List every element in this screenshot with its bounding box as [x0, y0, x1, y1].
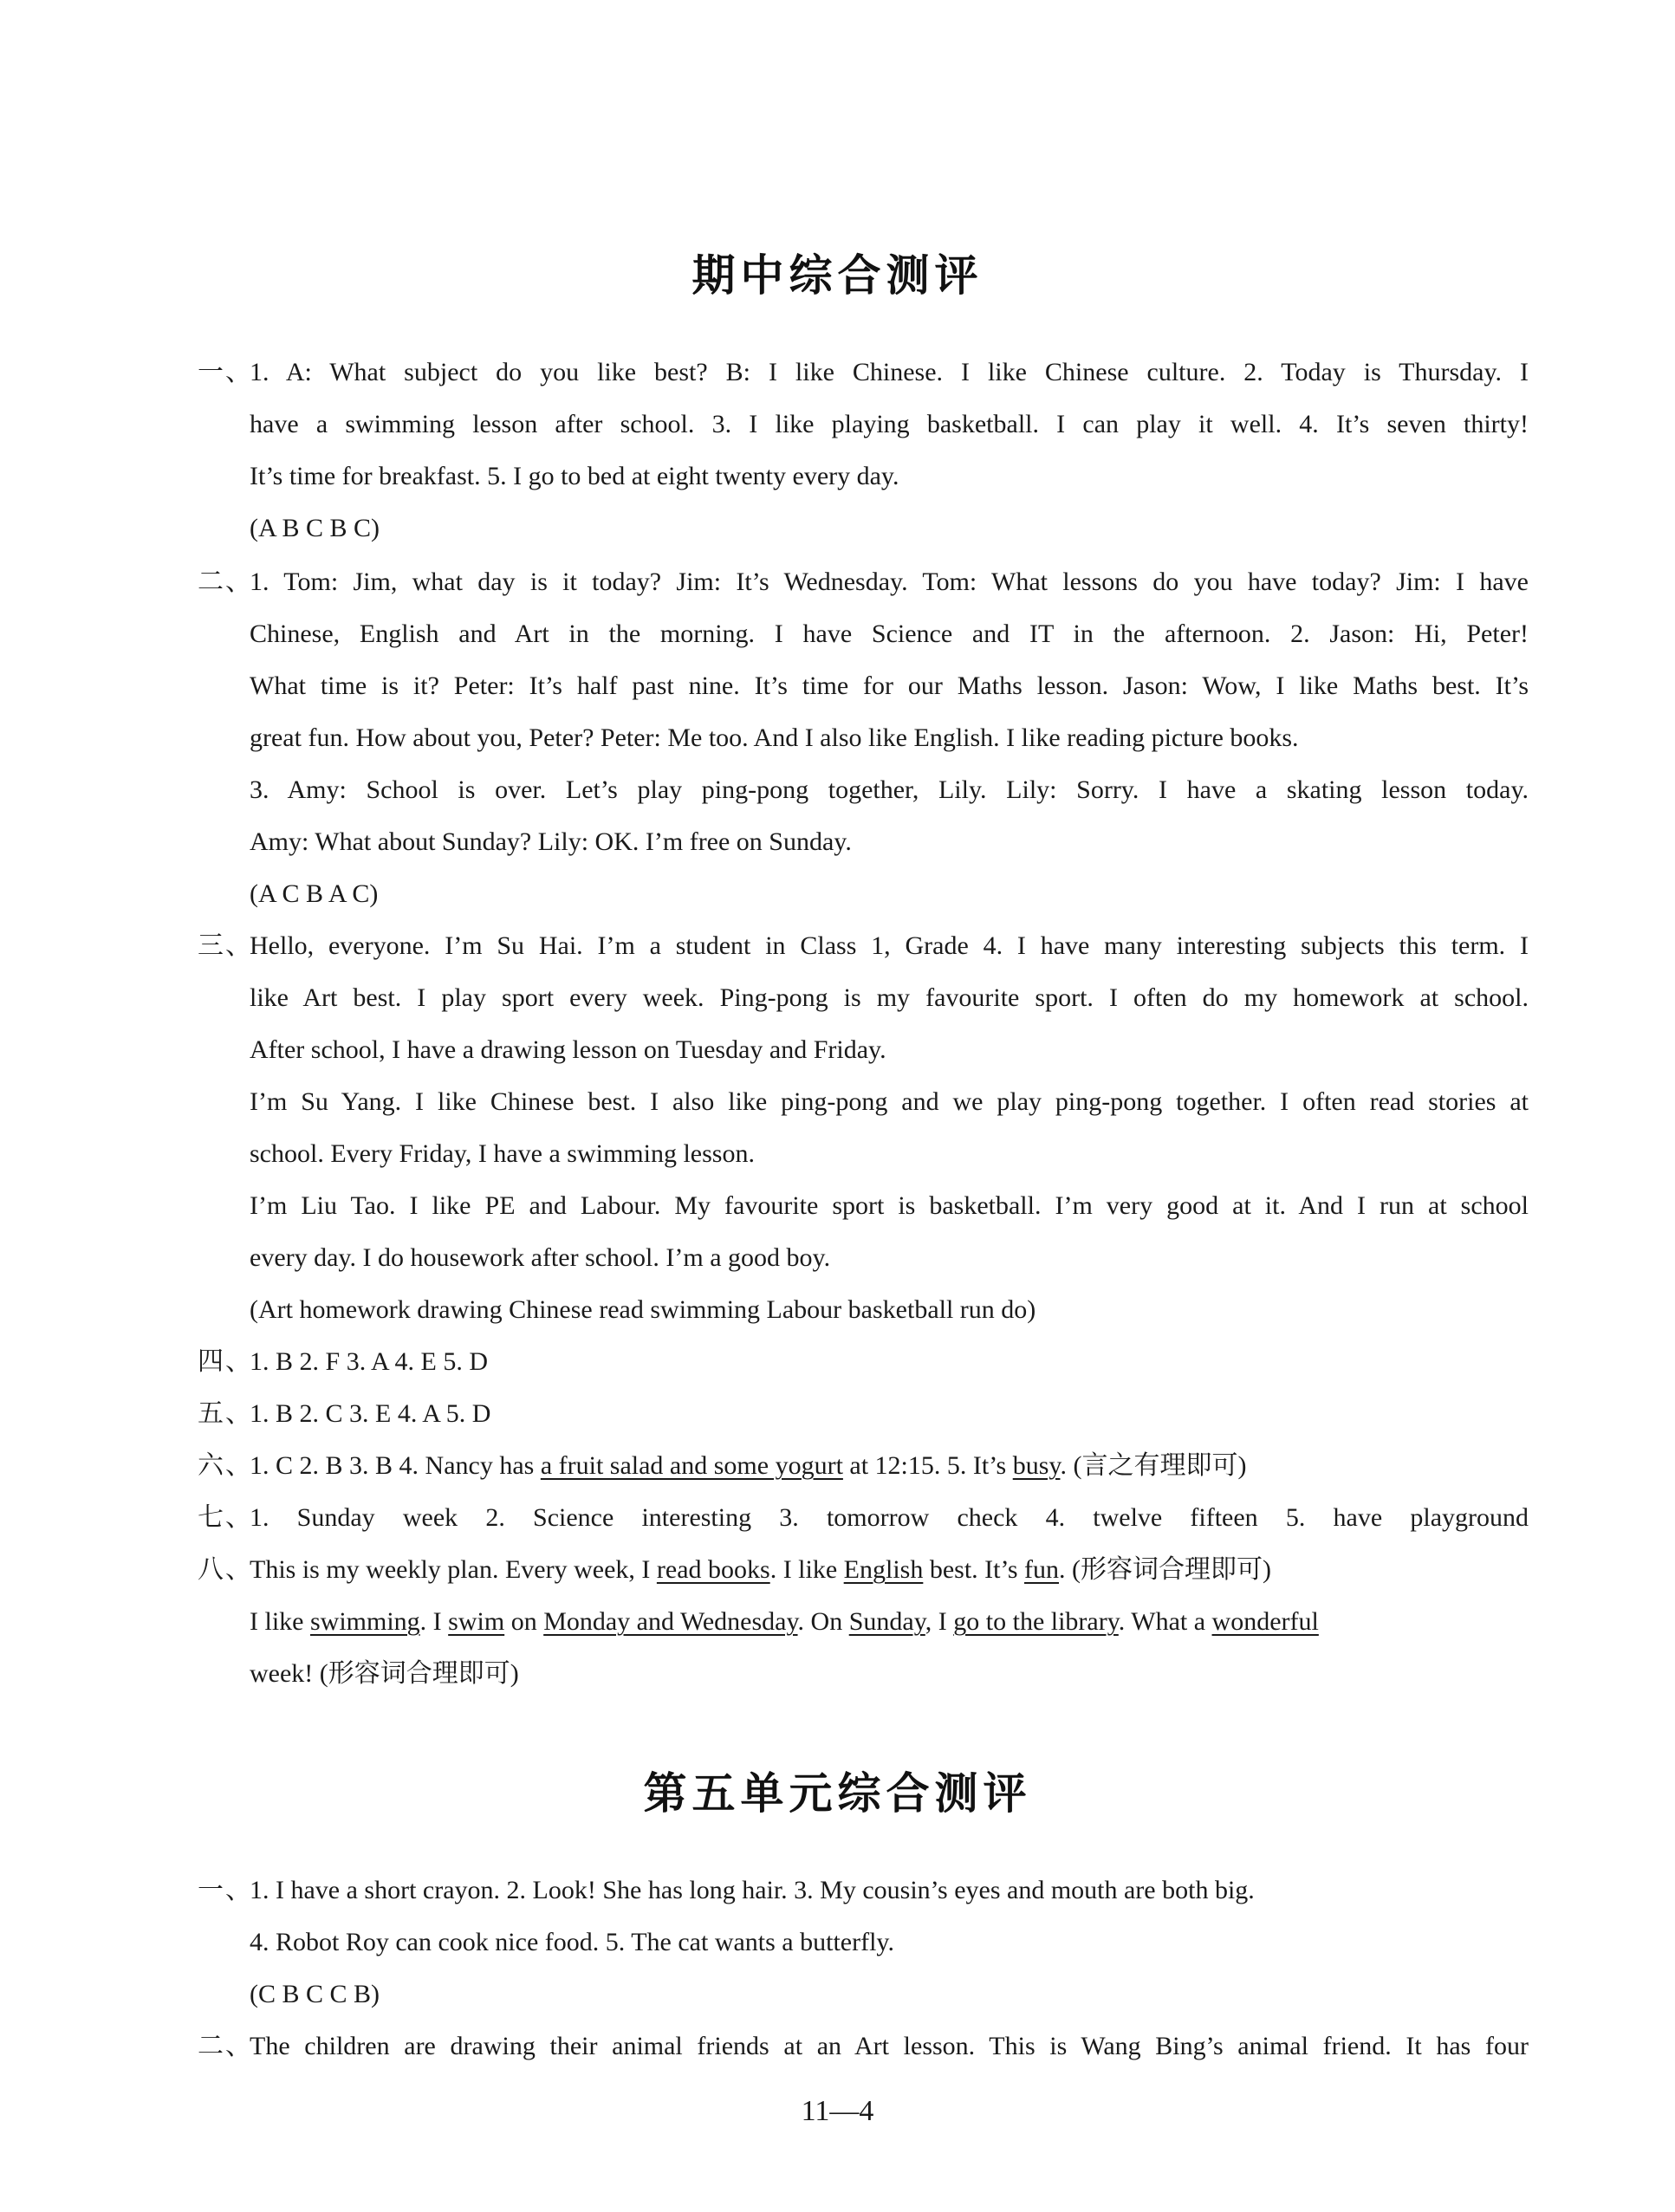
q3-answer: (Art homework drawing Chinese read swimming Labour basketball run do): [250, 1295, 1036, 1324]
q8-blank: fun: [1024, 1555, 1060, 1584]
q8-blank: Sunday: [848, 1607, 925, 1636]
q8-blank: Monday and Wednesday: [543, 1607, 798, 1636]
s2-q1-marker: 一、: [198, 1876, 253, 1904]
q7-line: 七、1. Sunday week 2. Science interesting 3. tomorrow check 4. twelve fifteen 5. have playground: [198, 1501, 1529, 1535]
q1-line-3: It’s time for breakfast. 5. I go to bed at eight twenty every day.: [250, 462, 899, 490]
q2-marker: 二、: [198, 568, 253, 596]
q4-marker: 四、: [198, 1347, 253, 1376]
q2-line-3: What time is it? Peter: It’s half past nine. It’s time for our Maths lesson. Jason: Wow, I like Maths best. It’s: [250, 671, 1529, 700]
q3-line-4: I’m Su Yang. I like Chinese best. I also like ping-pong and we play ping-pong together. I often read stories at: [250, 1087, 1529, 1116]
q8-blank: go to the library: [953, 1607, 1119, 1636]
s2-q1-answer: (C B C C B): [250, 1980, 380, 2008]
q3-line-1: 三、Hello, everyone. I’m Su Hai. I’m a student in Class 1, Grade 4. I have many interesting subjects this term. I: [198, 929, 1529, 963]
s2-q1-line-2: 4. Robot Roy can cook nice food. 5. The cat wants a butterfly.: [250, 1928, 894, 1956]
q2-line-2: Chinese, English and Art in the morning. I have Science and IT in the afternoon. 2. Jason: Hi, Peter!: [250, 619, 1529, 648]
q2-line-4: great fun. How about you, Peter? Peter: Me too. And I also like English. I like reading picture books.: [250, 723, 1299, 752]
s2-q2-line-1: 二、The children are drawing their animal friends at an Art lesson. This is Wang Bing’s animal friend. It has four: [198, 2029, 1529, 2064]
q8-blank: wonderful: [1211, 1607, 1319, 1636]
q8-blank: swimming: [309, 1607, 420, 1636]
q3-line-6: I’m Liu Tao. I like PE and Labour. My favourite sport is basketball. I’m very good at it. And I run at school: [250, 1191, 1529, 1220]
q8-marker: 八、: [198, 1555, 253, 1584]
q2-line-1: 二、1. Tom: Jim, what day is it today? Jim: It’s Wednesday. Tom: What lessons do you have today? Jim: I have: [198, 565, 1529, 600]
s2-q2-marker: 二、: [198, 2032, 253, 2060]
q7-marker: 七、: [198, 1503, 253, 1532]
q1-line-1: 一、1. A: What subject do you like best? B: I like Chinese. I like Chinese culture. 2. Today is Thursday. I: [198, 355, 1529, 390]
q3-line-2: like Art best. I play sport every week. Ping-pong is my favourite sport. I often do my homework at school.: [250, 983, 1529, 1012]
q8-line-3: week! (形容词合理即可): [250, 1659, 519, 1688]
q2-line-6: Amy: What about Sunday? Lily: OK. I’m free on Sunday.: [250, 827, 852, 856]
q5-marker: 五、: [198, 1399, 253, 1428]
q1-marker: 一、: [198, 358, 253, 386]
q8-blank: swim: [448, 1607, 505, 1636]
q8-line-2: I like swimming. I swim on Monday and Wednesday. On Sunday, I go to the library. What a wonderful: [250, 1607, 1319, 1636]
q3-marker: 三、: [198, 931, 253, 960]
page-number: 11—4: [801, 2095, 874, 2127]
q8-blank: English: [843, 1555, 924, 1584]
q8-line-1: 八、This is my weekly plan. Every week, I read books. I like English best. It’s fun. (形容词合理即可): [198, 1553, 1529, 1587]
q5-line: 五、1. B 2. C 3. E 4. A 5. D: [198, 1397, 1529, 1431]
q6-line: 六、1. C 2. B 3. B 4. Nancy has a fruit salad and some yogurt at 12:15. 5. It’s busy. (言之有理即可): [198, 1449, 1529, 1483]
q4-line: 四、1. B 2. F 3. A 4. E 5. D: [198, 1345, 1529, 1379]
s2-q1-line-1: 一、1. I have a short crayon. 2. Look! She has long hair. 3. My cousin’s eyes and mouth are both big.: [198, 1873, 1529, 1908]
q1-line-2: have a swimming lesson after school. 3. I like playing basketball. I can play it well. 4. It’s seven thirty!: [250, 410, 1529, 438]
q2-answer: (A C B A C): [250, 879, 379, 908]
q8-blank: read books: [656, 1555, 770, 1584]
q3-line-5: school. Every Friday, I have a swimming lesson.: [250, 1139, 755, 1168]
q2-line-5: 3. Amy: School is over. Let’s play ping-pong together, Lily. Lily: Sorry. I have a skating lesson today.: [250, 775, 1529, 804]
q1-answer: (A B C B C): [250, 514, 380, 542]
q6-answer-food: a fruit salad and some yogurt: [540, 1451, 843, 1480]
q6-answer-busy: busy: [1012, 1451, 1061, 1480]
section-title-midterm: 期中综合测评: [691, 250, 984, 301]
q6-marker: 六、: [198, 1451, 253, 1480]
q3-line-3: After school, I have a drawing lesson on Tuesday and Friday.: [250, 1035, 886, 1064]
section-title-unit5: 第五单元综合测评: [643, 1768, 1032, 1819]
q3-line-7: every day. I do housework after school. I’m a good boy.: [250, 1243, 831, 1272]
